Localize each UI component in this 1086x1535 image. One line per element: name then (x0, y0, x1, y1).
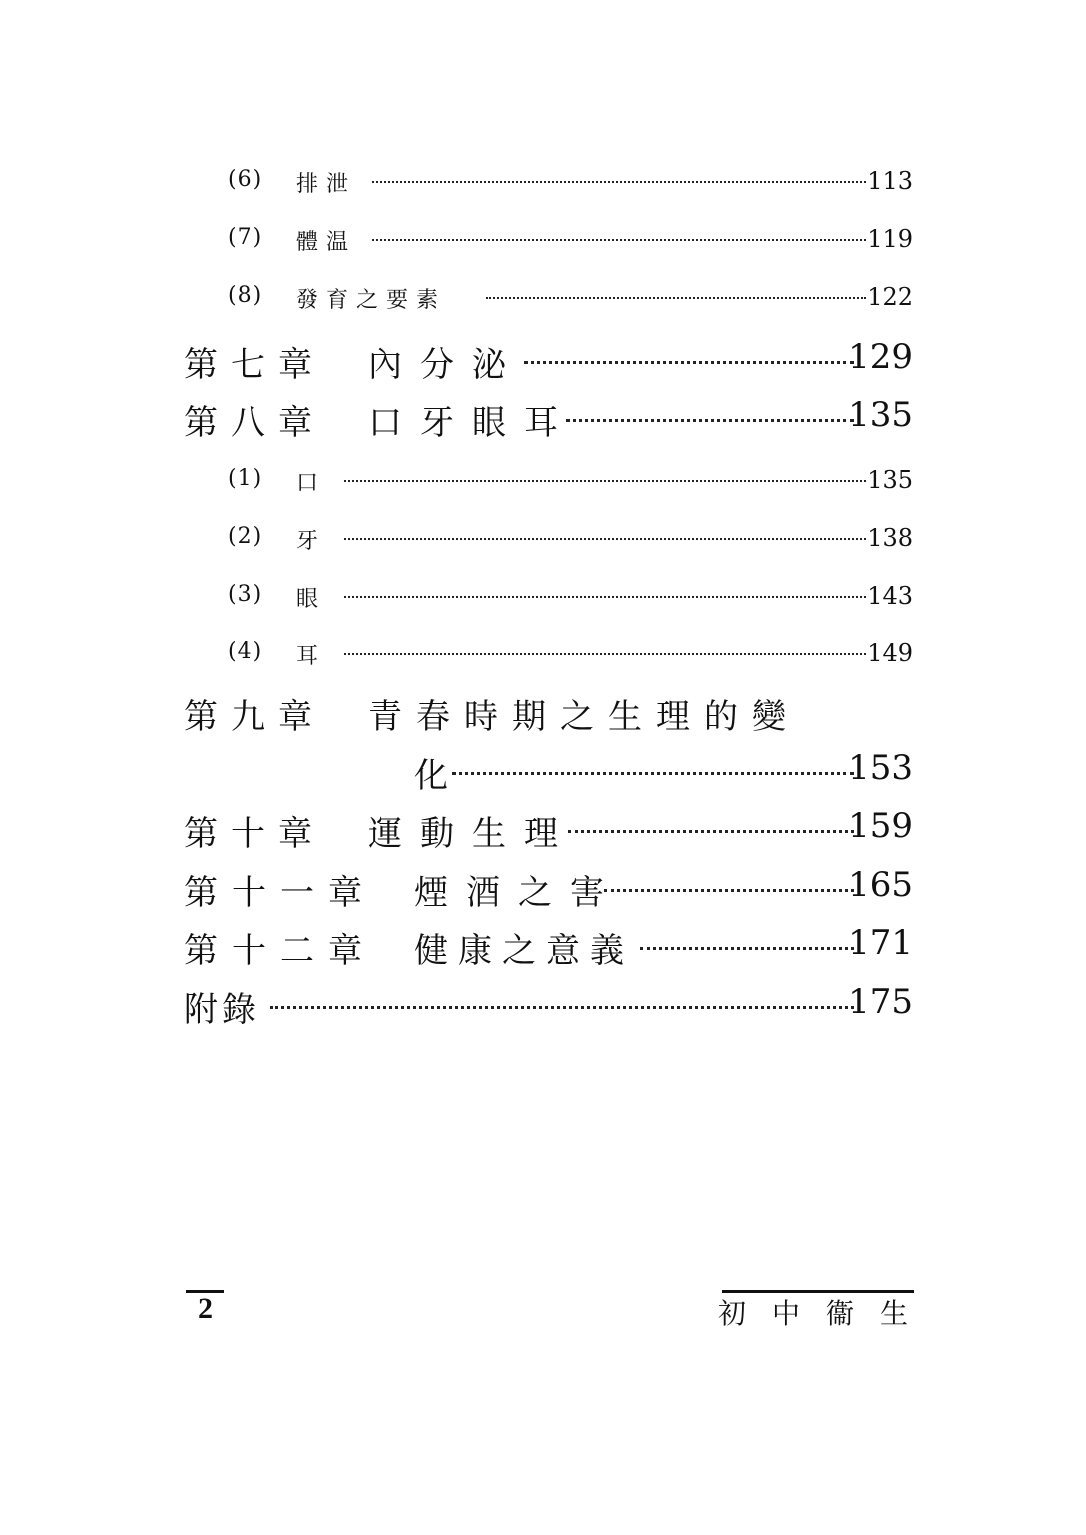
entry-page: 149 (867, 639, 913, 667)
entry-number: (6) (228, 167, 263, 192)
dot-leader (344, 596, 866, 598)
entry-number: (4) (228, 639, 263, 664)
chapter-title-continuation: 化 (414, 756, 466, 796)
entry-title: 發育之要素 (296, 288, 447, 313)
chapter-title: 運動生理 (368, 814, 576, 854)
chapter-page: 153 (848, 748, 913, 788)
dot-leader (344, 653, 866, 655)
chapter-title: 煙酒之害 (414, 873, 622, 913)
entry-number: (3) (228, 582, 263, 607)
chapter-title: 口牙眼耳 (368, 403, 576, 443)
footer-page-number: 2 (198, 1292, 213, 1325)
dot-leader (372, 181, 866, 183)
entry-page: 135 (867, 466, 913, 494)
entry-page: 113 (867, 167, 913, 195)
entry-number: (8) (228, 283, 263, 308)
chapter-page: 129 (848, 337, 913, 377)
dot-leader (344, 480, 866, 482)
entry-page: 119 (867, 225, 913, 253)
footer-book-title: 初中衞生 (718, 1297, 935, 1330)
chapter-title: 健康之意義 (414, 931, 634, 971)
dot-leader (568, 830, 854, 833)
chapter-title: 內分泌 (368, 345, 524, 385)
dot-leader (486, 297, 866, 299)
chapter-label: 第八章 (184, 403, 325, 443)
chapter-page: 171 (848, 923, 913, 963)
chapter-page: 165 (848, 865, 913, 905)
dot-leader (372, 239, 866, 241)
entry-page: 122 (867, 283, 913, 311)
appendix-label: 附錄 (184, 990, 260, 1030)
entry-title: 牙 (296, 529, 327, 554)
chapter-label: 第十二章 (184, 931, 376, 971)
entry-number: (7) (228, 225, 263, 250)
entry-title: 眼 (296, 587, 327, 612)
entry-number: (1) (228, 466, 263, 491)
dot-leader (452, 772, 854, 775)
dot-leader (344, 538, 866, 540)
chapter-title: 青春時期之生理的變 (368, 697, 800, 737)
chapter-label: 第十章 (184, 814, 325, 854)
chapter-label: 第十一章 (184, 873, 376, 913)
dot-leader (566, 419, 854, 422)
entry-title: 體温 (296, 230, 357, 255)
chapter-page: 135 (848, 395, 913, 435)
entry-page: 138 (867, 524, 913, 552)
entry-number: (2) (228, 524, 263, 549)
entry-title: 口 (296, 471, 327, 496)
chapter-page: 159 (848, 806, 913, 846)
dot-leader (524, 361, 854, 364)
entry-page: 143 (867, 582, 913, 610)
dot-leader (604, 889, 854, 892)
entry-title: 耳 (296, 644, 327, 669)
dot-leader (270, 1006, 854, 1009)
entry-title: 排泄 (296, 172, 357, 197)
appendix-page: 175 (848, 982, 913, 1022)
chapter-label: 第九章 (184, 697, 325, 737)
chapter-label: 第七章 (184, 345, 325, 385)
dot-leader (640, 947, 854, 950)
